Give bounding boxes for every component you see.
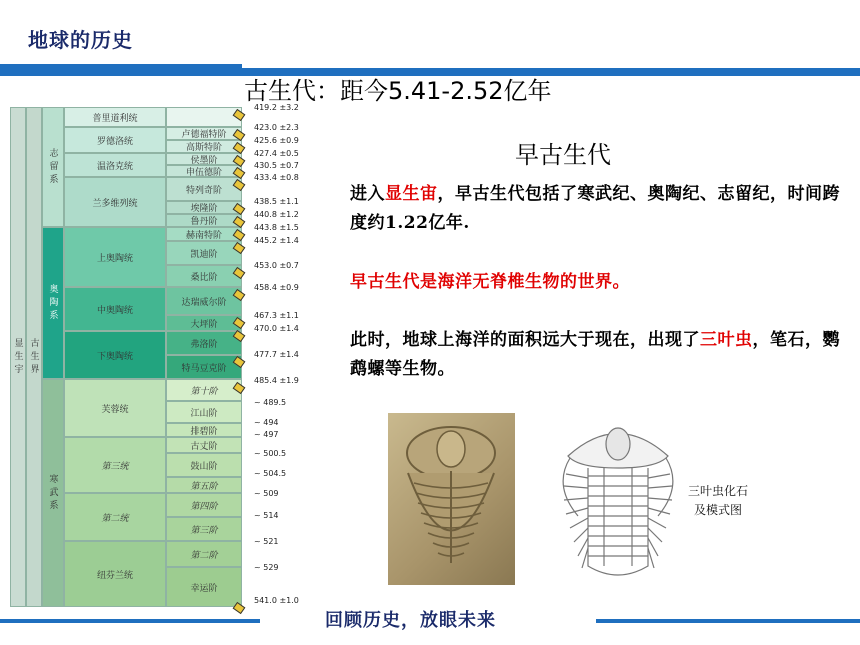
page-header-title: 地球的历史 [28,28,133,52]
age-label: ~ 509 [254,489,279,498]
marine-paragraph: 早古生代是海洋无脊椎生物的世界。 [350,272,630,292]
age-label: 419.2 ±3.2 [254,103,299,112]
stage-aeronian: 埃隆阶 [166,201,242,214]
stage-sheinwoodian: 申伍德阶 [166,165,242,177]
stage-telychian: 特列奇阶 [166,177,242,201]
stage-rhuddanian: 鲁丹阶 [166,214,242,227]
stage-cambrian-5: 第五阶 [166,477,242,493]
age-label: 438.5 ±1.1 [254,197,299,206]
age-label: ~ 529 [254,563,279,572]
age-label: 423.0 ±2.3 [254,123,299,132]
eon-cell: 显生宇 [10,107,26,607]
age-label: ~ 497 [254,430,279,439]
series-ludlow: 罗德洛统 [64,127,166,153]
age-label: 430.5 ±0.7 [254,161,299,170]
stage-hirnantian: 赫南特阶 [166,227,242,241]
series-furongian: 芙蓉统 [64,379,166,437]
age-label: ~ 521 [254,537,279,546]
age-label: ~ 489.5 [254,398,287,407]
age-label: 453.0 ±0.7 [254,261,299,270]
section-title: 早古生代 [515,141,611,169]
ocean-text-b: ，笔石，鹦鹉螺等生物。 [350,330,840,379]
age-label: ~ 504.5 [254,469,287,478]
age-label: 458.4 ±0.9 [254,283,299,292]
intro-text-b: ，早古生代包括了寒武纪、奥陶纪、志留纪，时间跨度约1.22亿年. [350,184,840,233]
series-pridoli: 普里道利统 [64,107,166,127]
trilobite-fossil-photo [388,413,515,585]
footer-slogan: 回顾历史，放眼未来 [325,610,496,631]
stage-ludfordian: 卢德福特阶 [166,127,242,140]
fossil-caption-line-1: 三叶虫化石 [688,484,749,498]
golden-spike-icon [233,602,246,614]
age-label: ~ 500.5 [254,449,287,458]
stage-cambrian-10: 第十阶 [166,379,242,401]
age-label: 467.3 ±1.1 [254,311,299,320]
series-wenlock: 温洛克统 [64,153,166,177]
stage-floian: 弗洛阶 [166,331,242,355]
stage-gorstian: 高斯特阶 [166,140,242,153]
stratigraphic-chart [10,107,242,607]
ocean-paragraph [350,326,850,384]
series-cambrian-2: 第二统 [64,493,166,541]
ocean-highlight: 三叶虫 [700,330,753,350]
fossil-caption [688,482,748,520]
stage-cambrian-2: 第二阶 [166,541,242,567]
stage-jiangshanian: 江山阶 [166,401,242,423]
stage-drumian: 鼓山阶 [166,453,242,477]
age-label: 470.0 ±1.4 [254,324,299,333]
stage-cambrian-4: 第四阶 [166,493,242,517]
age-label: 440.8 ±1.2 [254,210,299,219]
stage-tremadocian: 特马豆克阶 [166,355,242,379]
stage-homerian: 侯墨阶 [166,153,242,165]
era-title: 古生代：距今5.41-2.52亿年 [244,77,552,105]
age-label: 427.4 ±0.5 [254,149,299,158]
series-lower-ordovician: 下奥陶统 [64,331,166,379]
age-label: 485.4 ±1.9 [254,376,299,385]
fossil-caption-line-2: 及模式图 [694,503,743,517]
stage-katian: 凯迪阶 [166,241,242,265]
ocean-text-a: 此时，地球上海洋的面积远大于现在，出现了 [350,330,700,350]
age-label: ~ 494 [254,418,279,427]
series-llandovery: 兰多维列统 [64,177,166,227]
series-terreneuvian: 纽芬兰统 [64,541,166,607]
age-label: 425.6 ±0.9 [254,136,299,145]
era-cell: 古生界 [26,107,42,607]
trilobite-schematic-drawing [548,416,688,586]
age-label: ~ 514 [254,511,279,520]
age-label: 433.4 ±0.8 [254,173,299,182]
stage-pridoli-blank [166,107,242,127]
age-label: 477.7 ±1.4 [254,350,299,359]
system-cambrian: 寒武系 [42,379,64,607]
age-label: 541.0 ±1.0 [254,596,299,605]
series-upper-ordovician: 上奥陶统 [64,227,166,287]
intro-highlight: 显生宙 [385,184,438,204]
intro-paragraph [350,180,850,238]
stage-cambrian-3: 第三阶 [166,517,242,541]
age-label: 443.8 ±1.5 [254,223,299,232]
header-divider-notch [242,64,860,68]
stage-sandbian: 桑比阶 [166,265,242,287]
stage-darriwilian: 达瑞威尔阶 [166,287,242,315]
intro-text-a: 进入 [350,184,385,204]
stage-guzhangian: 古丈阶 [166,437,242,453]
series-cambrian-3: 第三统 [64,437,166,493]
stage-paibian: 排碧阶 [166,423,242,437]
stage-dapingian: 大坪阶 [166,315,242,331]
trilobite-fossil-drawing [388,413,515,585]
stage-fortunian: 幸运阶 [166,567,242,607]
age-label: 445.2 ±1.4 [254,236,299,245]
series-middle-ordovician: 中奥陶统 [64,287,166,331]
system-ordovician: 奥陶系 [42,227,64,379]
system-silurian: 志留系 [42,107,64,227]
